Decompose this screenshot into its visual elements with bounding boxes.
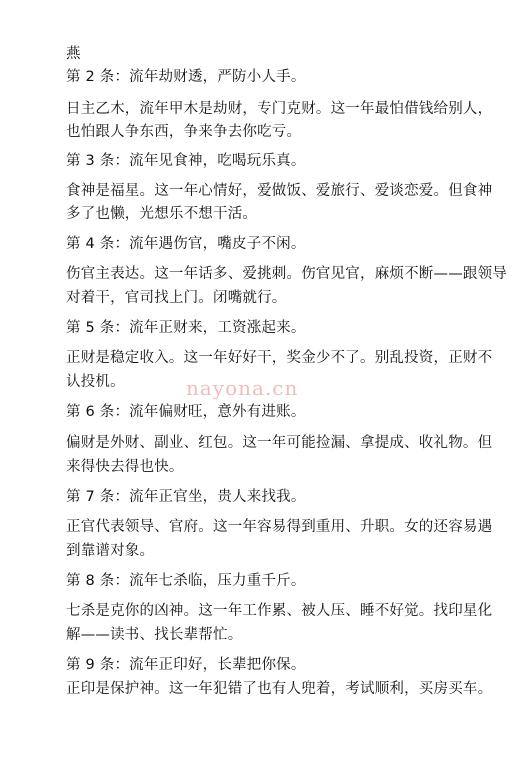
item-8-heading: 第 8 条：流年七杀临，压力重千斤。 (66, 573, 306, 589)
item-7-body-line-1: 正官代表领导、官府。这一年容易得到重用、升职。女的还容易遇 (66, 519, 493, 535)
item-6-body-line-1: 偏财是外财、副业、红包。这一年可能捡漏、拿提成、收礼物。但 (66, 435, 493, 451)
item-5-body-line-2: 认投机。 (66, 374, 125, 390)
item-5-body-line-1: 正财是稳定收入。这一年好好干，奖金少不了。别乱投资，正财不 (66, 350, 493, 366)
item-9-body-line-1: 正印是保护神。这一年犯错了也有人兜着，考试顺利，买房买车。 (66, 681, 493, 697)
item-6-body-line-2: 来得快去得也快。 (66, 459, 184, 475)
item-7-heading: 第 7 条：流年正官坐，贵人来找我。 (66, 489, 306, 505)
item-2-body-line-1: 日主乙木，流年甲木是劫财，专门克财。这一年最怕借钱给别人， (66, 101, 493, 117)
item-2-heading: 第 2 条：流年劫财透，严防小人手。 (66, 69, 306, 85)
item-6-heading: 第 6 条：流年偏财旺，意外有进账。 (66, 404, 306, 420)
item-5-heading: 第 5 条：流年正财来，工资涨起来。 (66, 320, 306, 336)
item-8-body-line-1: 七杀是克你的凶神。这一年工作累、被人压、睡不好觉。找印星化 (66, 603, 493, 619)
item-2-body-line-2: 也怕跟人争东西，争来争去你吃亏。 (66, 124, 302, 140)
item-7-body-line-2: 到靠谱对象。 (66, 543, 155, 559)
item-3-heading: 第 3 条：流年见食神，吃喝玩乐真。 (66, 153, 306, 169)
item-3-body-line-1: 食神是福星。这一年心情好，爱做饭、爱旅行、爱谈恋爱。但食神 (66, 183, 493, 199)
item-4-body-line-1: 伤官主表达。这一年话多、爱挑刺。伤官见官，麻烦不断——跟领导 (66, 266, 507, 282)
item-8-body-line-2: 解——读书、找长辈帮忙。 (66, 627, 243, 643)
item-3-body-line-2: 多了也懒，光想乐不想干活。 (66, 206, 258, 222)
top-char: 燕 (66, 46, 81, 62)
item-4-heading: 第 4 条：流年遇伤官，嘴皮子不闲。 (66, 236, 306, 252)
watermark: nayona.cn (186, 376, 299, 400)
item-9-heading: 第 9 条：流年正印好，长辈把你保。 (66, 657, 306, 673)
item-4-body-line-2: 对着干，官司找上门。闭嘴就行。 (66, 290, 287, 306)
